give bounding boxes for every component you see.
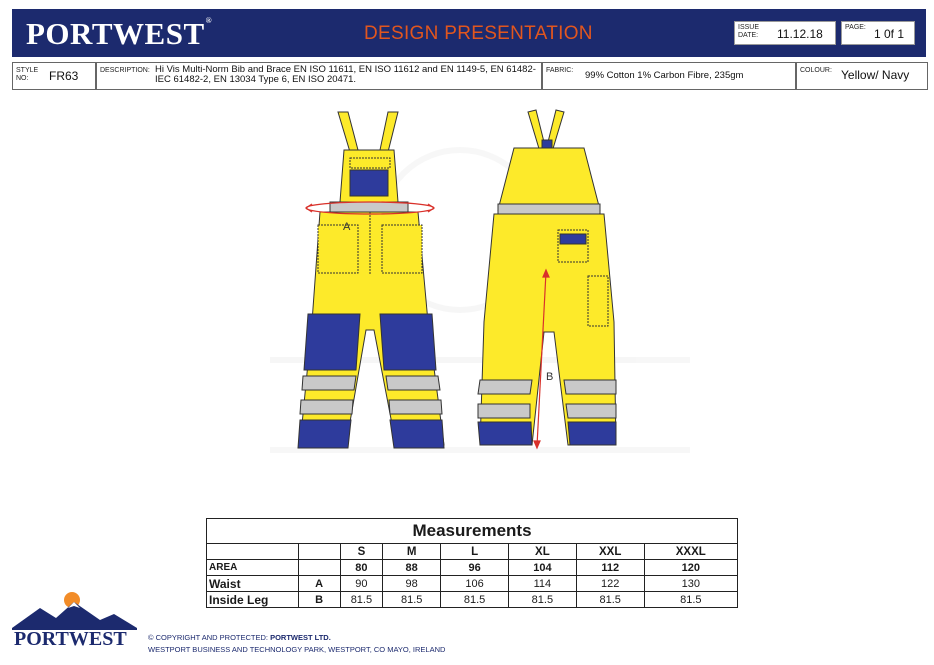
style-no-value: FR63 xyxy=(49,69,79,83)
size-m: M xyxy=(383,544,441,560)
size-xxl: XXL xyxy=(576,544,644,560)
cell: 130 xyxy=(644,576,737,592)
size-s: S xyxy=(340,544,382,560)
row-label: Inside Leg xyxy=(207,592,299,608)
size-header-row xyxy=(207,544,738,560)
footer-brand: PORTWEST xyxy=(14,628,127,650)
back-upper xyxy=(498,148,600,210)
cell: 120 xyxy=(644,560,737,576)
issue-date-label: ISSUE DATE: xyxy=(738,24,760,39)
description-box xyxy=(96,62,542,90)
cell: 90 xyxy=(340,576,382,592)
row-label: AREA xyxy=(207,560,299,576)
cell: 81.5 xyxy=(508,592,576,608)
cell: 81.5 xyxy=(576,592,644,608)
measurements-title: Measurements xyxy=(207,519,738,544)
page-box xyxy=(841,21,915,45)
fabric-value: 99% Cotton 1% Carbon Fibre, 235gm xyxy=(585,70,744,81)
marker-a: A xyxy=(343,221,351,233)
page-label: PAGE: xyxy=(845,24,866,31)
cell: 114 xyxy=(508,576,576,592)
cell: 104 xyxy=(508,560,576,576)
colour-box xyxy=(796,62,928,90)
row-label: Waist xyxy=(207,576,299,592)
back-side-pocket xyxy=(588,276,608,326)
footer-address: WESTPORT BUSINESS AND TECHNOLOGY PARK, WESTPORT, CO MAYO, IRELAND xyxy=(148,645,446,654)
table-row xyxy=(207,576,738,592)
style-no-box xyxy=(12,62,96,90)
size-xxxl: XXXL xyxy=(644,544,737,560)
cell: 112 xyxy=(576,560,644,576)
footer-copyright: © COPYRIGHT AND PROTECTED: PORTWEST LTD. xyxy=(148,633,331,642)
marker-b: B xyxy=(546,371,554,383)
row-code: B xyxy=(298,592,340,608)
issue-date-box xyxy=(734,21,836,45)
cell: 80 xyxy=(340,560,382,576)
front-right-knee xyxy=(380,314,436,370)
front-left-knee xyxy=(304,314,360,370)
colour-label: COLOUR: xyxy=(800,67,832,74)
fabric-box xyxy=(542,62,796,90)
style-no-label: STYLE NO: xyxy=(16,67,39,82)
size-xl: XL xyxy=(508,544,576,560)
document-title: DESIGN PRESENTATION xyxy=(364,23,593,44)
back-pocket-flap xyxy=(560,234,586,244)
size-l: L xyxy=(441,544,509,560)
fabric-label: FABRIC: xyxy=(546,67,574,74)
cell: 88 xyxy=(383,560,441,576)
description-value: Hi Vis Multi-Norm Bib and Brace EN ISO 11611, EN ISO 11612 and EN 1149-5, EN 61482-IEC 61482-2, EN 13034 Type 6, EN ISO 20471. xyxy=(155,64,536,85)
table-row xyxy=(207,560,738,576)
front-left-strap xyxy=(338,112,358,152)
table-row xyxy=(207,592,738,608)
garment-drawing xyxy=(270,100,690,460)
back-waist-tape xyxy=(498,204,600,214)
cell: 81.5 xyxy=(383,592,441,608)
cell: 122 xyxy=(576,576,644,592)
cell: 81.5 xyxy=(340,592,382,608)
row-code: A xyxy=(298,576,340,592)
issue-date-value: 11.12.18 xyxy=(777,27,823,41)
cell: 81.5 xyxy=(441,592,509,608)
page-value: 1 0f 1 xyxy=(874,27,905,41)
front-right-strap xyxy=(380,112,398,152)
cell: 98 xyxy=(383,576,441,592)
measurements-table xyxy=(206,518,738,608)
row-code xyxy=(298,560,340,576)
front-bib-pocket xyxy=(350,170,388,196)
description-label: DESCRIPTION: xyxy=(100,67,150,74)
cell: 81.5 xyxy=(644,592,737,608)
colour-value: Yellow/ Navy xyxy=(841,68,910,82)
cell: 106 xyxy=(441,576,509,592)
header-bar xyxy=(12,9,926,57)
cell: 96 xyxy=(441,560,509,576)
front-waist-tape xyxy=(330,202,408,212)
brand-logo: PORTWEST® xyxy=(26,16,213,51)
